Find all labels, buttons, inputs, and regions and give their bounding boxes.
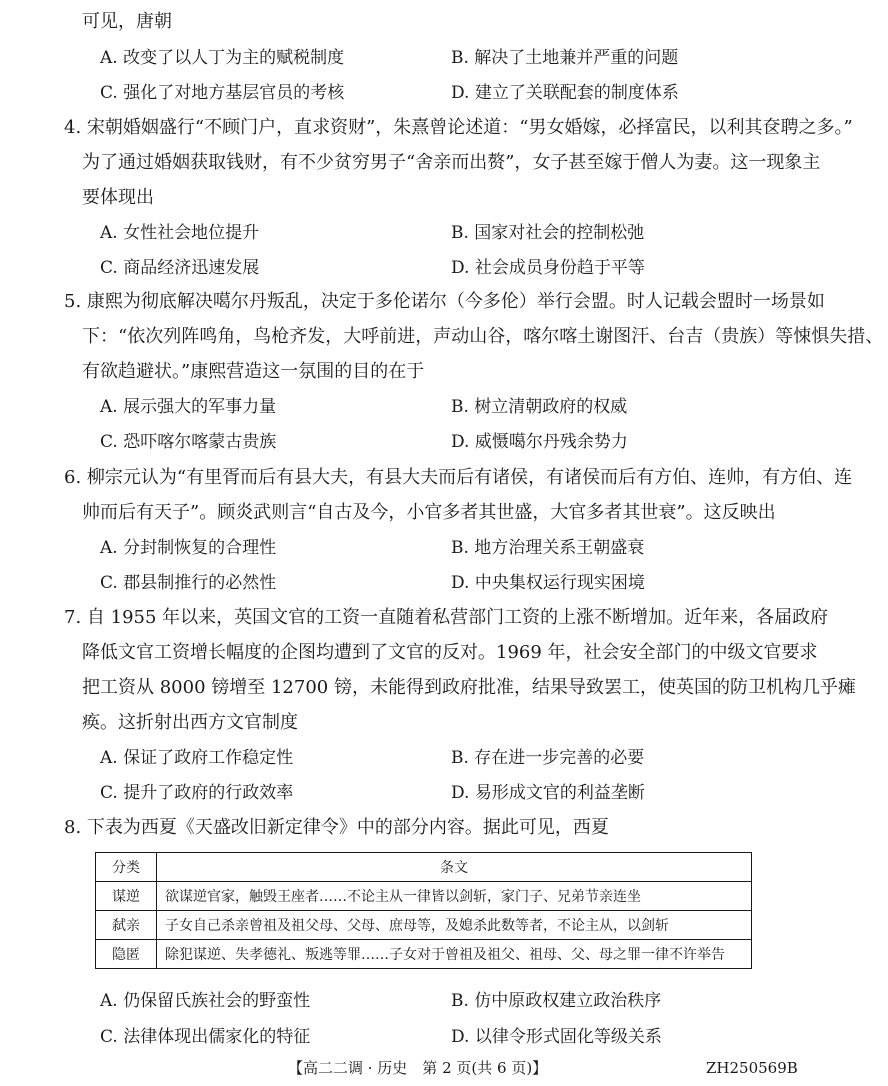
q6-option-a: A. 分封制恢复的合理性 (100, 538, 277, 558)
q8-option-b: B. 仿中原政权建立政治秩序 (451, 991, 662, 1011)
table-cell-provision: 子女自己杀亲曾祖及祖父母、父母、庶母等，及媳杀此数等者，不论主从，以剑斩 (157, 911, 752, 940)
table-cell-category: 弑亲 (96, 911, 157, 940)
q6-stem-line-1: 6. 柳宗元认为“有里胥而后有县大夫，有县大夫而后有诸侯，有诸侯而后有方伯、连帅，有方伯、连 (64, 467, 853, 488)
q5-option-c: C. 恐吓喀尔喀蒙古贵族 (100, 432, 277, 452)
q7-option-a: A. 保证了政府工作稳定性 (100, 748, 294, 768)
table-row (96, 882, 752, 911)
q5-stem-line-1: 5. 康熙为彻底解决噶尔丹叛乱，决定于多伦诺尔（今多伦）举行会盟。时人记载会盟时一场景如 (64, 291, 825, 312)
page-footer-code: ZH250569B (706, 1059, 798, 1077)
q6-option-c: C. 郡县制推行的必然性 (100, 573, 277, 593)
q3-option-c: C. 强化了对地方基层官员的考核 (100, 83, 345, 103)
q4-stem-line-3: 要体现出 (82, 187, 154, 208)
page-footer-label: 【高二二调 · 历史 第 2 页(共 6 页)】 (288, 1059, 548, 1077)
q3-option-b: B. 解决了土地兼并严重的问题 (451, 48, 679, 68)
q7-stem-line-4: 痪。这折射出西方文官制度 (82, 712, 298, 733)
table-row (96, 940, 752, 969)
q8-option-c: C. 法律体现出儒家化的特征 (100, 1027, 311, 1047)
q5-stem-line-3: 有欲趋避状。”康熙营造这一氛围的目的在于 (82, 361, 425, 382)
q5-stem-line-2: 下：“依次列阵鸣角，鸟枪齐发，大呼前进，声动山谷，喀尔喀土谢图汗、台吉（贵族）等悚惧失措、 (82, 326, 884, 347)
q3-option-d: D. 建立了关联配套的制度体系 (451, 83, 679, 103)
table-cell-category: 隐匿 (96, 940, 157, 969)
q6-option-b: B. 地方治理关系王朝盛衰 (451, 538, 645, 558)
table-cell-category: 谋逆 (96, 882, 157, 911)
q7-option-c: C. 提升了政府的行政效率 (100, 783, 294, 803)
q5-option-a: A. 展示强大的军事力量 (100, 397, 277, 417)
q7-stem-line-1: 7. 自 1955 年以来，英国文官的工资一直随着私营部门工资的上涨不断增加。近年来，各届政府 (64, 607, 829, 628)
table-header-row (96, 853, 752, 882)
q5-option-d: D. 威慑噶尔丹残余势力 (451, 432, 628, 452)
law-table (95, 852, 752, 969)
q8-stem-line-1: 8. 下表为西夏《天盛改旧新定律令》中的部分内容。据此可见，西夏 (64, 817, 609, 838)
q5-option-b: B. 树立清朝政府的权威 (451, 397, 628, 417)
q6-option-d: D. 中央集权运行现实困境 (451, 573, 645, 593)
q8-option-d: D. 以律令形式固化等级关系 (451, 1027, 662, 1047)
q4-option-b: B. 国家对社会的控制松弛 (451, 223, 645, 243)
q7-stem-line-3: 把工资从 8000 镑增至 12700 镑，未能得到政府批准，结果导致罢工，使英国的防卫机构几乎瘫 (82, 677, 856, 698)
table-row (96, 911, 752, 940)
q3-stem-tail: 可见，唐朝 (82, 11, 172, 32)
q6-stem-line-2: 帅而后有天子”。顾炎武则言“自古及今，小官多者其世盛，大官多者其世衰”。这反映出 (82, 502, 776, 523)
q4-stem-line-2: 为了通过婚姻获取钱财，有不少贫穷男子“舍亲而出赘”，女子甚至嫁于僧人为妻。这一现象主 (82, 152, 821, 173)
q7-option-d: D. 易形成文官的利益垄断 (451, 783, 645, 803)
q4-option-a: A. 女性社会地位提升 (100, 223, 260, 243)
q4-stem-line-1: 4. 宋朝婚姻盛行“不顾门户，直求资财”，朱熹曾论述道：“男女婚嫁，必择富民，以利其奁聘之多。” (64, 117, 853, 138)
q4-option-d: D. 社会成员身份趋于平等 (451, 258, 645, 278)
table-header-category: 分类 (96, 853, 157, 882)
table-header-provision: 条文 (157, 853, 752, 882)
q8-option-a: A. 仍保留氏族社会的野蛮性 (100, 991, 311, 1011)
q7-stem-line-2: 降低文官工资增长幅度的企图均遭到了文官的反对。1969 年，社会安全部门的中级文官要求 (82, 642, 818, 663)
q3-option-a: A. 改变了以人丁为主的赋税制度 (100, 48, 345, 68)
q7-option-b: B. 存在进一步完善的必要 (451, 748, 645, 768)
table-cell-provision: 欲谋逆官家，触毁王座者……不论主从一律皆以剑斩，家门子、兄弟节亲连坐 (157, 882, 752, 911)
q4-option-c: C. 商品经济迅速发展 (100, 258, 260, 278)
table-cell-provision: 除犯谋逆、失孝德礼、叛逃等罪……子女对于曾祖及祖父、祖母、父、母之罪一律不许举告 (157, 940, 752, 969)
